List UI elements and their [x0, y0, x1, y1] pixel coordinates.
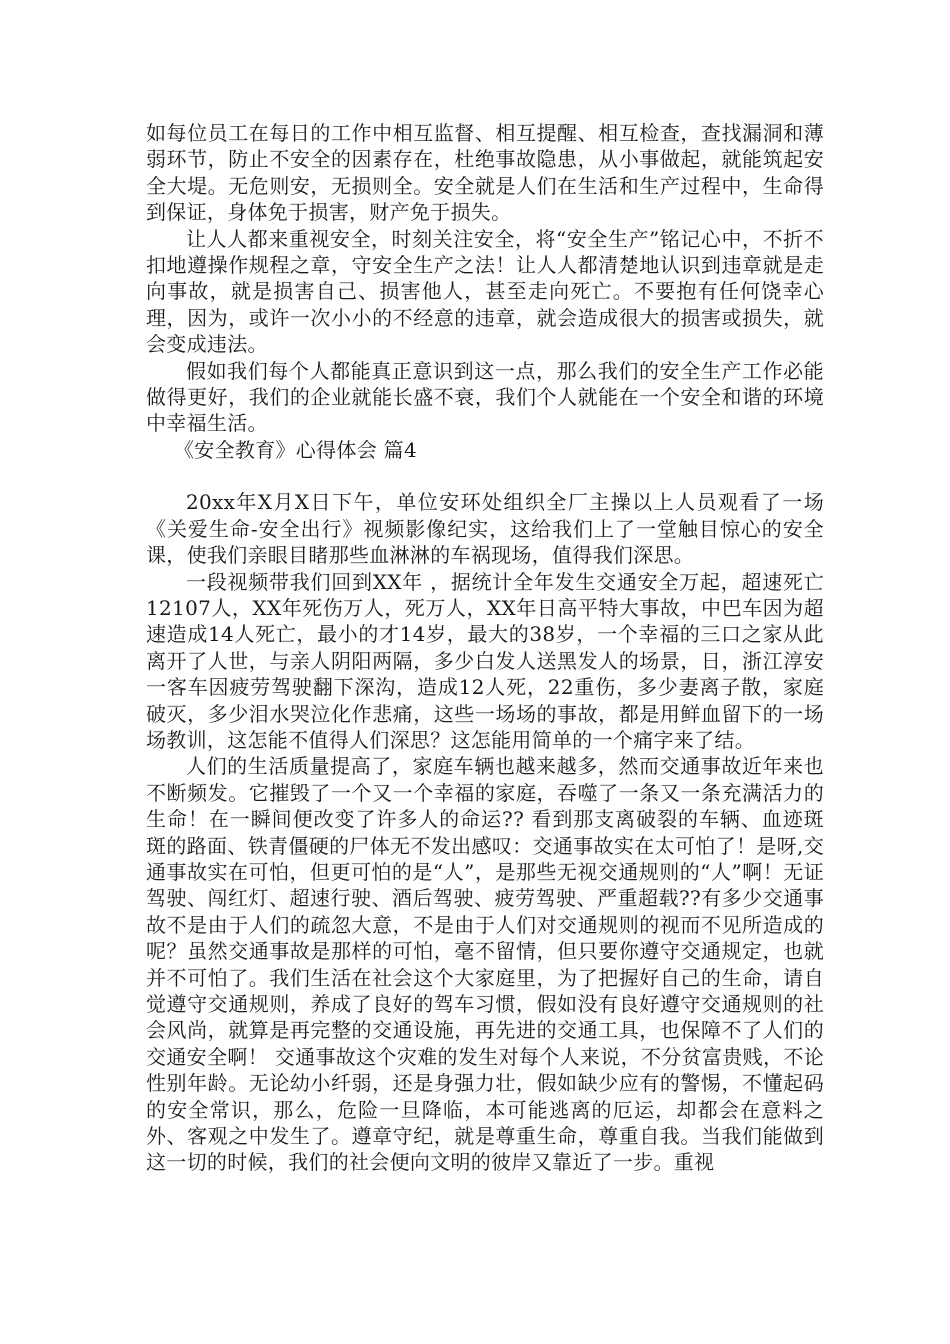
body-paragraph: 一段视频带我们回到XX年 ，据统计全年发生交通安全万起，超速死亡12107人，XX年死伤万人，死万人，XX年日高平特大事故，中巴车因为超速造成14人死亡，最小的才14岁，最大的38岁，一个幸福的三口之家从此离开了人世，与亲人阴阳两隔，多少白发人送黑发人的场景，日，浙江淳安一客车因疲劳驾驶翻下深沟，造成12人死，22重伤，多少妻离子散，家庭破灭，多少泪水哭泣化作悲痛，这些一场场的事故，都是用鲜血留下的一场场教训，这怎能不值得人们深思？这怎能用简单的一个痛字来了结。 — [146, 569, 824, 752]
body-paragraph: 20xx年X月X日下午，单位安环处组织全厂主操以上人员观看了一场《关爱生命-安全出行》视频影像纪实，这给我们上了一堂触目惊心的安全课，使我们亲眼目睹那些血淋淋的车祸现场，值得我们深思。 — [146, 490, 824, 568]
body-paragraph: 人们的生活质量提高了，家庭车辆也越来越多，然而交通事故近年来也不断频发。它摧毁了一个又一个幸福的家庭，吞噬了一条又一条充满活力的生命！在一瞬间便改变了许多人的命运?? 看到那支离破裂的车辆、血迹斑斑的路面、铁青僵硬的尸体无不发出感叹：交通事故实在太可怕了！是呀,交通事故实在可怕，但更可怕的是“人”，是那些无视交通规则的“人”啊！无证驾驶、闯红灯、超速行驶、酒后驾驶、疲劳驾驶、严重超载??有多少交通事故不是由于人们的疏忽大意，不是由于人们对交通规则的视而不见所造成的呢？虽然交通事故是那样的可怕，毫不留情，但只要你遵守交通规定，也就并不可怕了。我们生活在社会这个大家庭里，为了把握好自己的生命，请自觉遵守交通规则，养成了良好的驾车习惯，假如没有良好遵守交通规则的社会风尚，就算是再完整的交通设施，再先进的交通工具，也保障不了人们的交通安全啊！ 交通事故这个灾难的发生对每个人来说，不分贫富贵贱，不论性别年龄。无论幼小纤弱，还是身强力壮，假如缺少应有的警惕，不懂起码的安全常识，那么，危险一旦降临，本可能逃离的厄运，却都会在意料之外、客观之中发生了。遵章守纪，就是尊重生命，尊重自我。当我们能做到这一切的时候，我们的社会便向文明的彼岸又靠近了一步。重视 — [146, 754, 824, 1175]
section-heading: 《安全教育》心得体会 篇4 — [174, 437, 417, 462]
body-paragraph: 如每位员工在每日的工作中相互监督、相互提醒、相互检查，查找漏洞和薄弱环节，防止不安全的因素存在，杜绝事故隐患，从小事做起，就能筑起安全大堤。无危则安，无损则全。安全就是人们在生活和生产过程中，生命得到保证，身体免于损害，财产免于损失。 — [146, 121, 824, 225]
body-paragraph: 假如我们每个人都能真正意识到这一点，那么我们的安全生产工作必能做得更好，我们的企业就能长盛不衰，我们个人就能在一个安全和谐的环境中幸福生活。 — [146, 358, 824, 436]
document-page — [146, 120, 824, 1176]
body-paragraph: 让人人都来重视安全，时刻关注安全，将“安全生产”铭记心中，不折不扣地遵操作规程之章，守安全生产之法！让人人都清楚地认识到违章就是走向事故，就是损害自己、损害他人，甚至走向死亡。不要抱有任何饶幸心理，因为，或许一次小小的不经意的违章，就会造成很大的损害或损失，就会变成违法。 — [146, 226, 824, 357]
